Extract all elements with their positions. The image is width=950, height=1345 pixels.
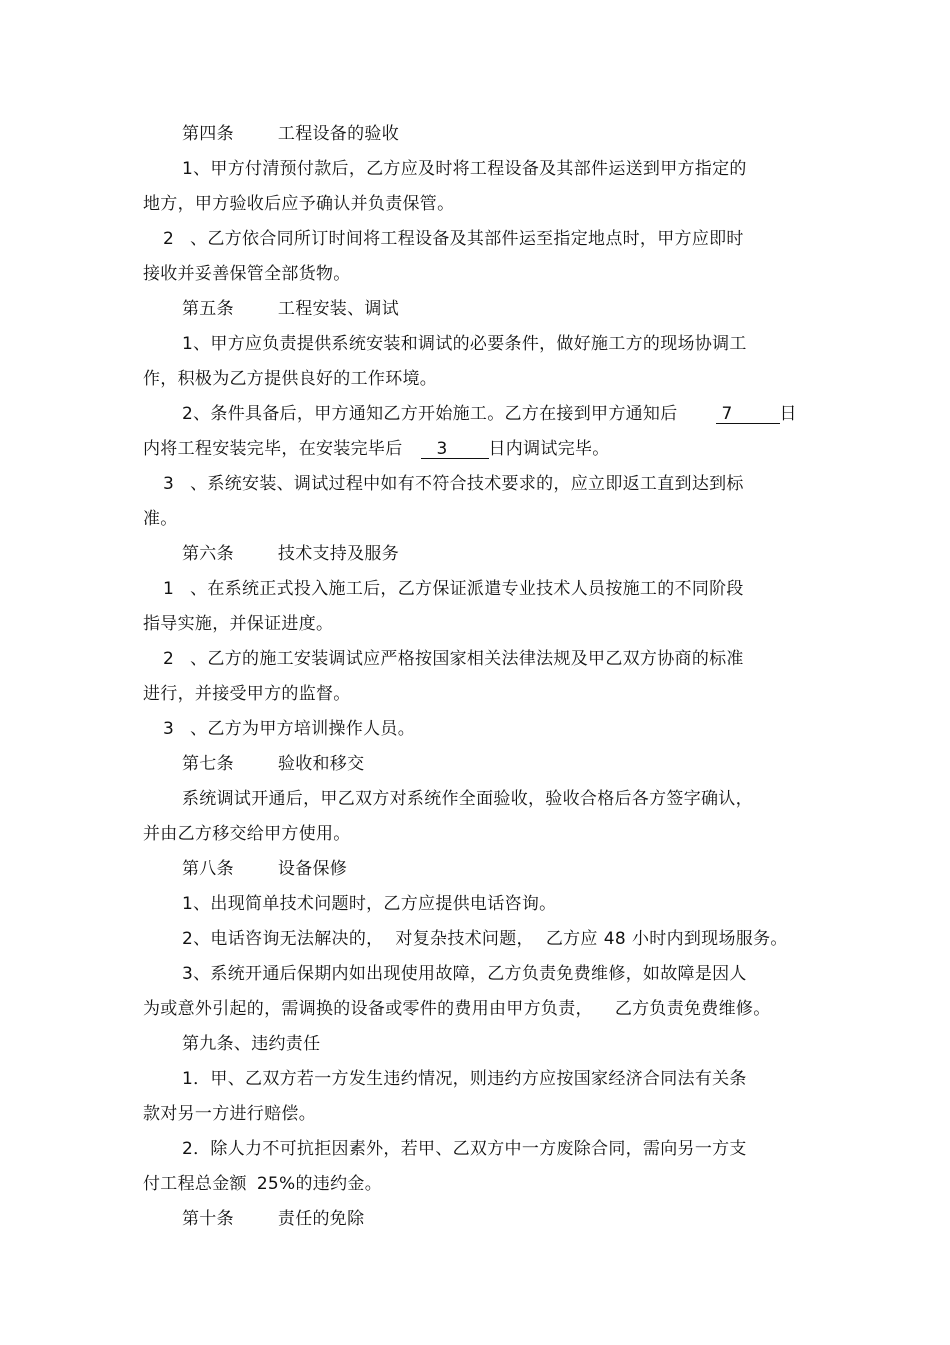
debug-days-field: 3: [421, 440, 489, 459]
paragraph-line: 2．除人力不可抗拒因素外，若甲、乙双方中一方废除合同，需向另一方支: [182, 1139, 747, 1159]
paragraph-line: 2 、乙方依合同所订时间将工程设备及其部件运至指定地点时，甲方应即时: [163, 229, 744, 249]
paragraph-line: 地方，甲方验收后应予确认并负责保管。: [143, 194, 455, 214]
paragraph-line: 2、电话咨询无法解决的， 对复杂技术问题， 乙方应 48 小时内到现场服务。: [182, 929, 788, 949]
item-number: 2: [163, 649, 175, 669]
article-number: 第七条: [182, 754, 234, 774]
paragraph-line: 1 、在系统正式投入施工后，乙方保证派遣专业技术人员按施工的不同阶段: [163, 579, 744, 599]
item-number: 1: [163, 579, 175, 599]
item-number: 2: [163, 229, 175, 249]
paragraph-line: 系统调试开通后，甲乙双方对系统作全面验收，验收合格后各方签字确认，: [182, 789, 753, 809]
article-number: 第四条: [182, 124, 234, 144]
article-6-heading: [182, 543, 399, 565]
paragraph-line: 指导实施，并保证进度。: [143, 614, 334, 634]
install-days-field: 7: [716, 405, 780, 424]
paragraph-line: 1、甲方付清预付款后，乙方应及时将工程设备及其部件运送到甲方指定的: [182, 159, 747, 179]
paragraph-line: 付工程总金额 25%的违约金。: [143, 1174, 382, 1194]
article-7-heading: [182, 753, 364, 775]
article-number: 第六条: [182, 544, 234, 564]
paragraph-line: 3、系统开通后保期内如出现使用故障，乙方负责免费维修，如故障是因人: [182, 964, 747, 984]
article-8-heading: [182, 858, 347, 880]
paragraph-line: 2 、乙方的施工安装调试应严格按国家相关法律法规及甲乙双方协商的标准: [163, 649, 744, 669]
item-number: 3: [163, 474, 175, 494]
article-number: 第十条: [182, 1209, 234, 1229]
paragraph-line: 并由乙方移交给甲方使用。: [143, 824, 351, 844]
article-5-heading: [182, 298, 399, 320]
paragraph-line: 为或意外引起的，需调换的设备或零件的费用由甲方负责， 乙方负责免费维修。: [143, 999, 771, 1019]
paragraph-line: 1．甲、乙双方若一方发生违约情况，则违约方应按国家经济合同法有关条: [182, 1069, 747, 1089]
penalty-percentage: 25%: [256, 1174, 296, 1194]
paragraph-line: 2、条件具备后，甲方通知乙方开始施工。乙方在接到甲方通知后 7 日: [182, 404, 797, 424]
article-10-heading: [182, 1208, 364, 1230]
paragraph-line: 1、出现简单技术问题时，乙方应提供电话咨询。: [182, 894, 557, 914]
item-number: 3: [163, 719, 175, 739]
paragraph-line: 1、甲方应负责提供系统安装和调试的必要条件，做好施工方的现场协调工: [182, 334, 747, 354]
article-title: 工程设备的验收: [277, 124, 400, 144]
article-4-heading: [182, 123, 399, 145]
service-hours: 48: [603, 929, 626, 949]
paragraph-line: 作，积极为乙方提供良好的工作环境。: [143, 369, 438, 389]
paragraph-line: 内将工程安装完毕，在安装完毕后 3 日内调试完毕。: [143, 439, 610, 459]
article-title: 工程安装、调试: [277, 299, 400, 319]
article-title: 责任的免除: [277, 1209, 365, 1229]
article-title: 设备保修: [277, 859, 348, 879]
article-title: 技术支持及服务: [277, 544, 400, 564]
article-title: 验收和移交: [277, 754, 365, 774]
paragraph-line: 3 、乙方为甲方培训操作人员。: [163, 719, 416, 739]
paragraph-line: 进行，并接受甲方的监督。: [143, 684, 351, 704]
article-number: 第五条: [182, 299, 234, 319]
paragraph-line: 款对另一方进行赔偿。: [143, 1104, 316, 1124]
paragraph-line: 3 、系统安装、调试过程中如有不符合技术要求的，应立即返工直到达到标: [163, 474, 744, 494]
paragraph-line: 接收并妥善保管全部货物。: [143, 264, 351, 284]
article-9-heading: 第九条、违约责任: [182, 1034, 321, 1054]
article-number: 第八条: [182, 859, 234, 879]
paragraph-line: 准。: [143, 509, 178, 529]
